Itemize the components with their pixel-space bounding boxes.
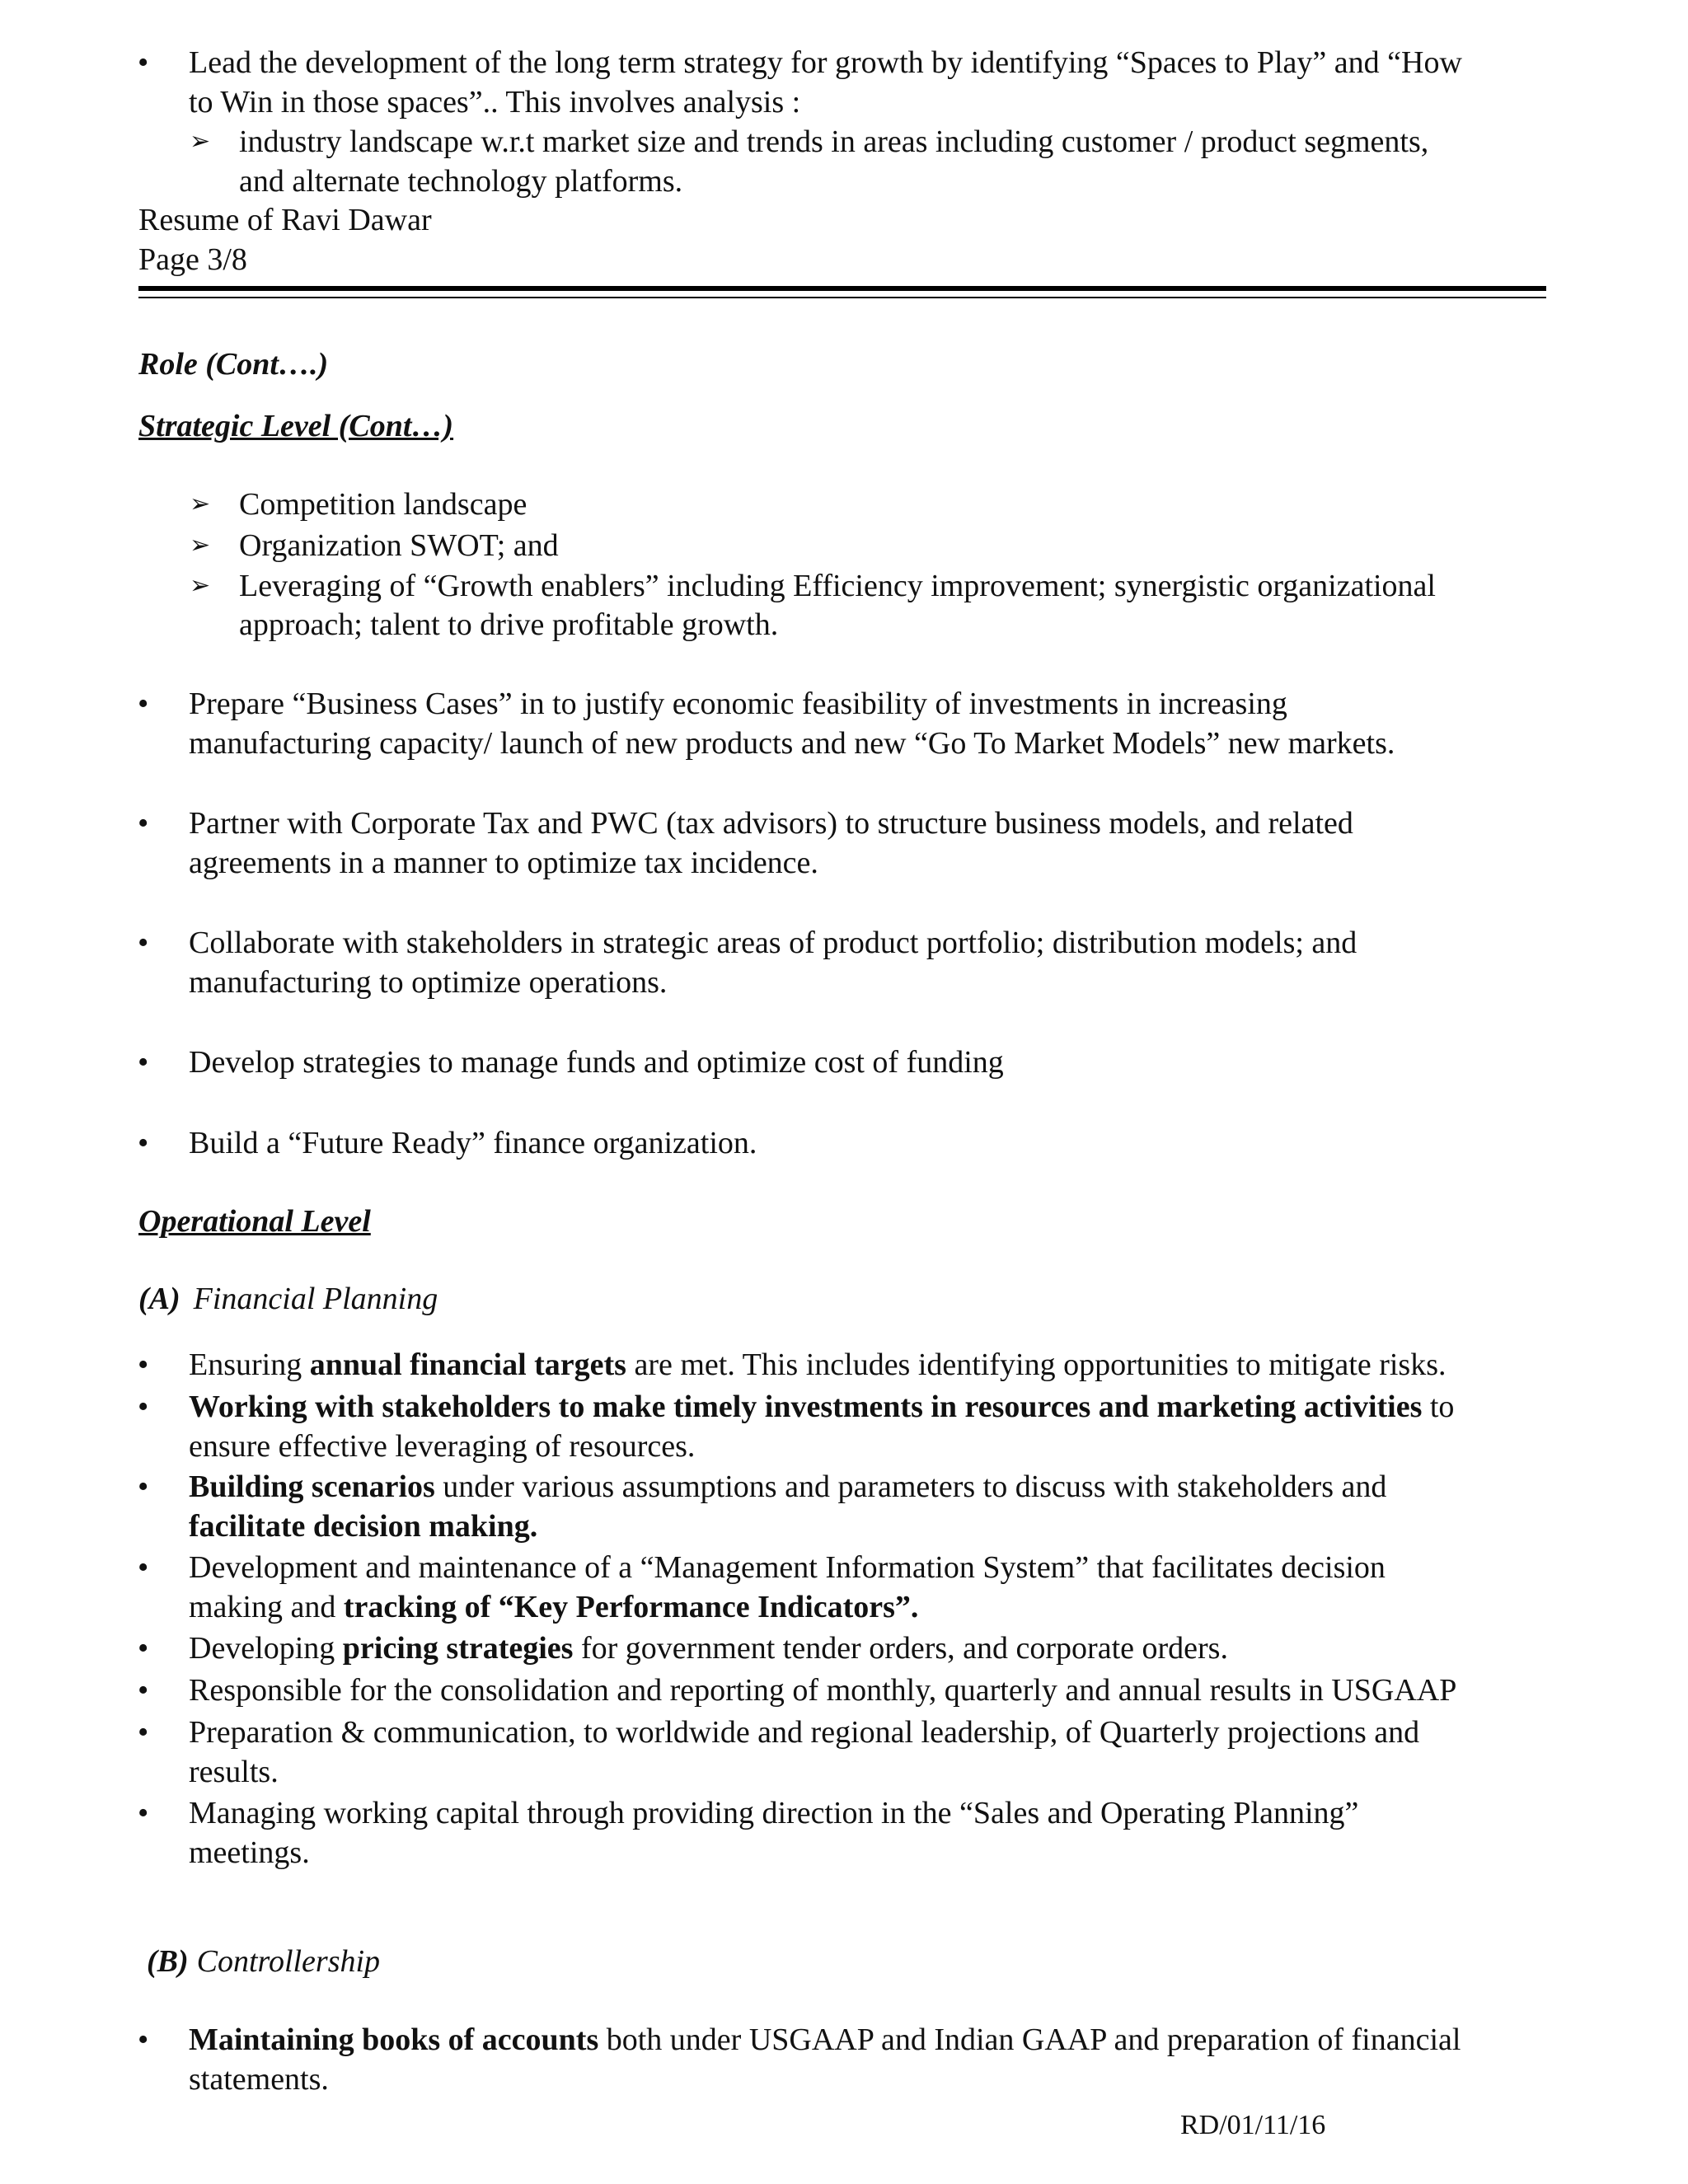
list-item: results. bbox=[189, 1755, 279, 1789]
list-item: ensure effective leveraging of resources. bbox=[189, 1429, 696, 1464]
body-text: to Win in those spaces”.. This involves analysis : bbox=[189, 85, 801, 120]
list-item: approach; talent to drive profitable growth. bbox=[239, 607, 779, 642]
list-item: Competition landscape bbox=[239, 487, 528, 522]
header-divider-thick bbox=[138, 286, 1546, 291]
page-number: Page 3/8 bbox=[138, 242, 247, 277]
list-item: Organization SWOT; and bbox=[239, 528, 559, 563]
section-a-label: (A) bbox=[138, 1282, 181, 1316]
body-text: industry landscape w.r.t market size and trends in areas including customer / product segments, bbox=[239, 124, 1429, 159]
list-item: facilitate decision making. bbox=[189, 1509, 538, 1544]
list-item: Collaborate with stakeholders in strategic areas of product portfolio; distribution models; and bbox=[189, 926, 1357, 960]
section-b-label: (B) bbox=[147, 1944, 189, 1979]
list-item: Ensuring annual financial targets are met. This includes identifying opportunities to mitigate risks. bbox=[189, 1347, 1447, 1382]
list-item: Build a “Future Ready” finance organization. bbox=[189, 1126, 757, 1160]
resume-header-title: Resume of Ravi Dawar bbox=[138, 203, 432, 237]
list-item: manufacturing capacity/ launch of new products and new “Go To Market Models” new markets. bbox=[189, 726, 1395, 761]
section-a-heading bbox=[138, 1279, 438, 1319]
bullet-marker: • bbox=[138, 1796, 149, 1830]
list-item: meetings. bbox=[189, 1835, 310, 1870]
list-item: Developing pricing strategies for government tender orders, and corporate orders. bbox=[189, 1631, 1228, 1666]
bullet-marker: • bbox=[138, 1631, 149, 1666]
bullet-marker: • bbox=[138, 1550, 149, 1585]
list-item: Development and maintenance of a “Management Information System” that facilitates decision bbox=[189, 1550, 1386, 1585]
strategic-level-heading: Strategic Level (Cont…) bbox=[138, 409, 454, 443]
bullet-marker: • bbox=[138, 45, 149, 80]
section-b-heading bbox=[147, 1942, 380, 1981]
body-text: and alternate technology platforms. bbox=[239, 164, 683, 199]
list-item: Preparation & communication, to worldwide and regional leadership, of Quarterly projections and bbox=[189, 1715, 1420, 1750]
list-item: Responsible for the consolidation and reporting of monthly, quarterly and annual results in USGAAP bbox=[189, 1673, 1457, 1708]
list-item: Working with stakeholders to make timely investments in resources and marketing activities to bbox=[189, 1390, 1455, 1424]
footer-document-code: RD/01/11/16 bbox=[1180, 2110, 1326, 2140]
list-item: Prepare “Business Cases” in to justify economic feasibility of investments in increasing bbox=[189, 687, 1287, 721]
list-item: manufacturing to optimize operations. bbox=[189, 965, 668, 1000]
bullet-marker: • bbox=[138, 1469, 149, 1504]
section-b-title: Controllership bbox=[196, 1944, 381, 1979]
list-item: Partner with Corporate Tax and PWC (tax advisors) to structure business models, and related bbox=[189, 806, 1353, 841]
bullet-marker: • bbox=[138, 1715, 149, 1750]
arrow-bullet-icon: ➢ bbox=[190, 572, 211, 599]
list-item: Develop strategies to manage funds and optimize cost of funding bbox=[189, 1045, 1004, 1080]
body-text: Lead the development of the long term strategy for growth by identifying “Spaces to Play” and “How bbox=[189, 45, 1462, 80]
operational-level-heading: Operational Level bbox=[138, 1204, 371, 1239]
list-item: Maintaining books of accounts both under USGAAP and Indian GAAP and preparation of financial bbox=[189, 2022, 1461, 2057]
bullet-marker: • bbox=[138, 1347, 149, 1382]
arrow-bullet-icon: ➢ bbox=[190, 490, 211, 518]
list-item: Building scenarios under various assumptions and parameters to discuss with stakeholders and bbox=[189, 1469, 1387, 1504]
header-divider-thin bbox=[138, 297, 1546, 298]
list-item: Leveraging of “Growth enablers” including Efficiency improvement; synergistic organizational bbox=[239, 569, 1436, 603]
bullet-marker: • bbox=[138, 1673, 149, 1708]
role-heading: Role (Cont….) bbox=[138, 347, 329, 382]
bullet-marker: • bbox=[138, 1045, 149, 1080]
bullet-marker: • bbox=[138, 687, 149, 721]
bullet-marker: • bbox=[138, 926, 149, 960]
arrow-bullet-icon: ➢ bbox=[190, 532, 211, 559]
arrow-bullet-icon: ➢ bbox=[190, 128, 211, 155]
bullet-marker: • bbox=[138, 1126, 149, 1160]
list-item: making and tracking of “Key Performance Indicators”. bbox=[189, 1590, 919, 1624]
list-item: Managing working capital through providing direction in the “Sales and Operating Planning” bbox=[189, 1796, 1359, 1830]
list-item: agreements in a manner to optimize tax incidence. bbox=[189, 846, 818, 880]
bullet-marker: • bbox=[138, 1390, 149, 1424]
section-a-title: Financial Planning bbox=[193, 1282, 438, 1316]
bullet-marker: • bbox=[138, 2022, 149, 2057]
list-item: statements. bbox=[189, 2062, 329, 2097]
bullet-marker: • bbox=[138, 806, 149, 841]
